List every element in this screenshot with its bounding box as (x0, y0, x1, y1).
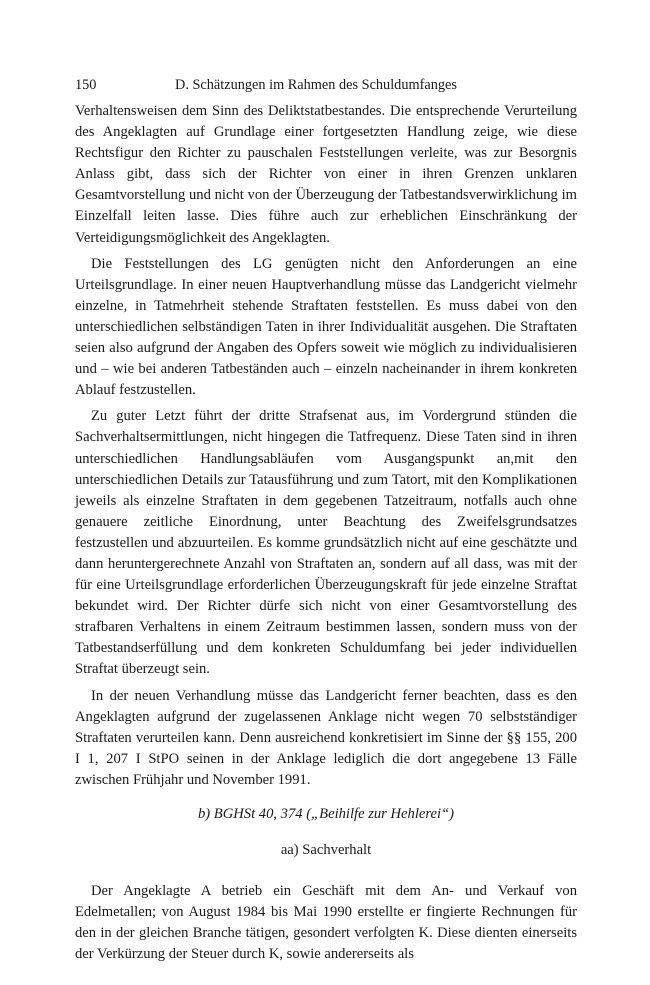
body-text (75, 101, 577, 965)
paragraph: Die Feststellungen des LG genügten nicht den Anforderungen an eine Urteilsgrundlage. In einer neuen Hauptverhandlung müsse das Landgericht vielmehr einzelne, in Tatmehrheit stehende Straftaten feststellen. Es muss dabei von den unterschiedlichen selbständigen Taten in ihrer Individualität ausgehen. Die Straftaten seien also aufgrund der Angaben des Opfers soweit wie möglich zu individualisieren und – wie bei anderen Tatbeständen auch – einzeln nacheinander in ihrem konkreten Ablauf festzustellen. (75, 255, 577, 399)
page-number: 150 (75, 77, 97, 93)
paragraph: Zu guter Letzt führt der dritte Strafsenat aus, im Vordergrund stünden die Sachverhaltsermittlungen, nicht hingegen die Tatfrequenz. Diese Taten sind in ihren unterschiedlichen Handlungsabläufen vom Ausgangspunkt an,mit den unterschiedlichen Details zur Tatausführung und zum Tatort, mit den Komplikationen jeweils als einzelne Straftaten in dem gegebenen Tatzeitraum, notfalls auch ohne genauere zeitliche Einordnung, unter Beachtung des Zweifelsgrundsatzes festzustellen und abzuurteilen. Es komme grundsätzlich nicht auf eine geschätzte und dann heruntergerechnete Anzahl von Straftaten an, sondern auf all dass, was mit der für eine Urteilsgrundlage erforderlichen Überzeugungskraft für jede einzelne Straftat bekundet wird. Der Richter dürfe sich nicht von einer Gesamtvorstellung des strafbaren Verhaltens in einem Zeitraum bestimmen lassen, sondern muss von der Tatbestandserfüllung und dem konkreten Schuldumfang bei jeder individuellen Straftat überzeugt sein. (75, 408, 577, 678)
paragraph: Der Angeklagte A betrieb ein Geschäft mit dem An- und Verkauf von Edelmetallen; von August 1984 bis Mai 1990 erstellte er fingierte Rechnungen für den in der gleichen Branche tätigen, gesondert verfolgten K. Diese dienten einerseits der Verkürzung der Steuer durch K, sowie andererseits als (75, 883, 577, 963)
section-heading: b) BGHSt 40, 374 („Beihilfe zur Hehlerei“) (197, 806, 455, 822)
running-title: D. Schätzungen im Rahmen des Schuldumfanges (175, 77, 457, 93)
paragraph: In der neuen Verhandlung müsse das Landgericht ferner beachten, dass es den Angeklagten aufgrund der zugelassenen Anklage nicht wegen 70 selbstständiger Straftaten verurteilen kann. Denn ausreichend konkretisiert im Sinne der §§ 155, 200 I 1, 207 I StPO seinen in der Anklage lediglich die dort angegebene 13 Fälle zwischen Frühjahr und November 1991. (75, 687, 577, 788)
paragraph: Verhaltensweisen dem Sinn des Deliktstatbestandes. Die entsprechende Verurteilung des Angeklagten auf Grundlage einer fortgesetzten Handlung zeige, wie diese Rechtsfigur den Richter zu pauschalen Feststellungen verleite, was zur Besorgnis Anlass gibt, dass sich der Richter von einer in ihren Grenzen unklaren Gesamtvorstellung und nicht von der Überzeugung der Tatbestandsverwirklichung im Einzelfall leiten lasse. Dies führe auch zur erheblichen Einschränkung der Verteidigungsmöglichkeit des Angeklagten. (75, 103, 577, 246)
subsection-heading: aa) Sachverhalt (280, 842, 372, 858)
